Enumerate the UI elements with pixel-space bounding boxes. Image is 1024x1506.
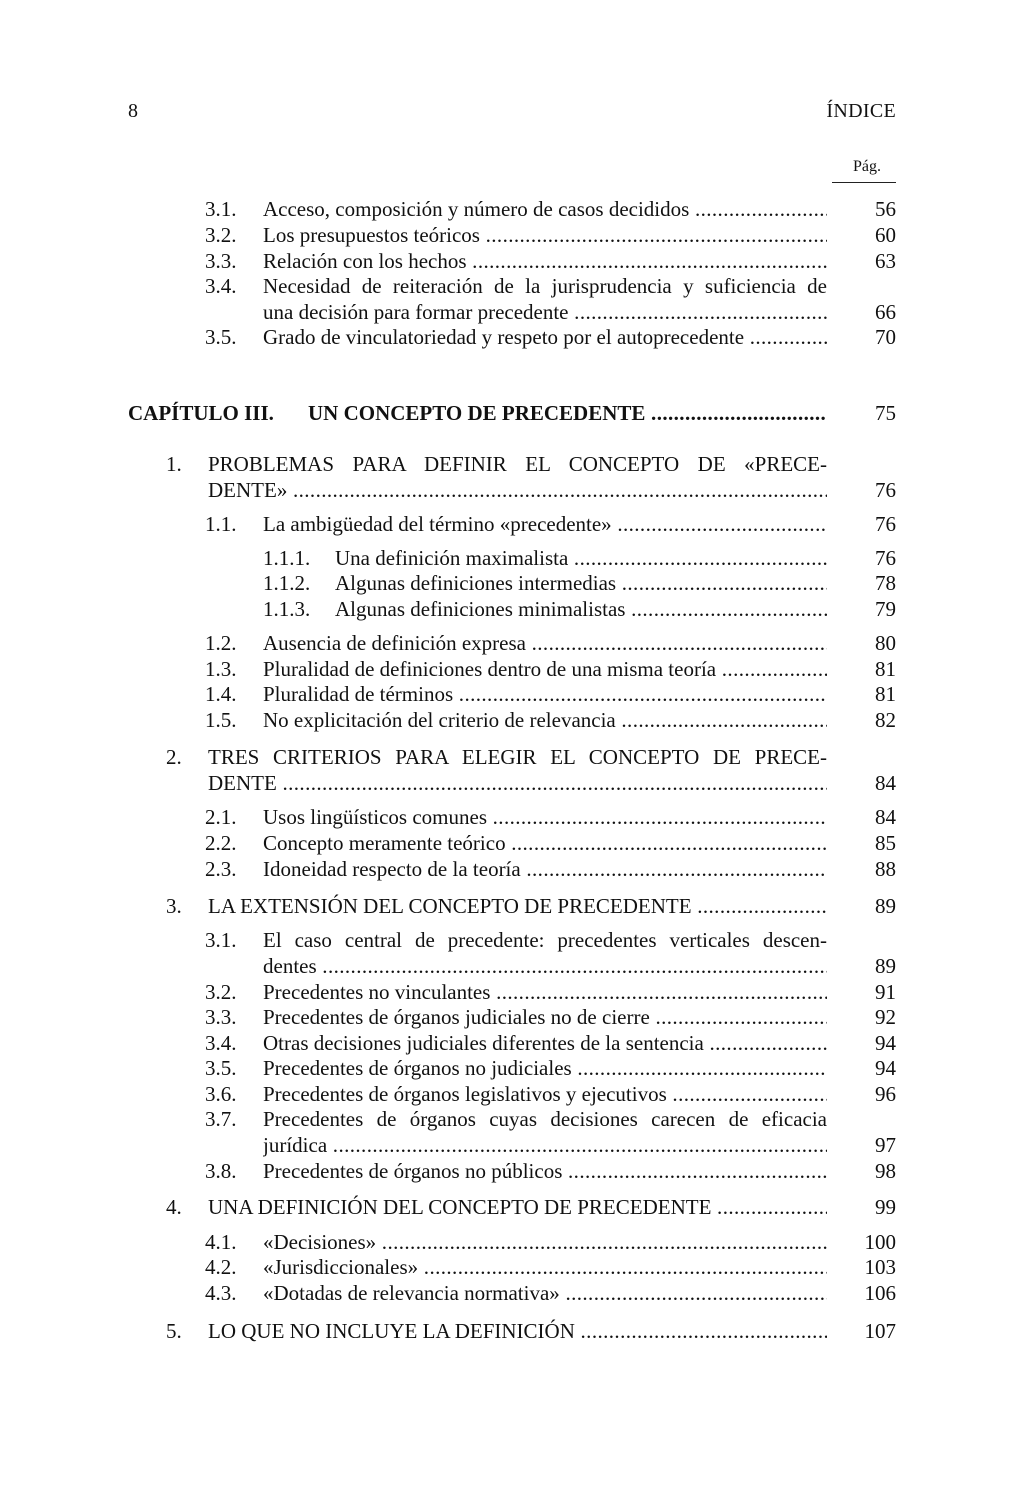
toc-entry-number: 2. [166, 745, 182, 769]
toc-entry[interactable] [0, 630, 1024, 656]
toc-entry[interactable] [0, 1004, 1024, 1030]
toc-entry[interactable] [0, 856, 1024, 882]
toc-entry[interactable] [0, 1106, 1024, 1158]
toc-entry-number: 3. [166, 894, 182, 918]
toc-entry-title: Idoneidad respecto de la teoría ..... [263, 856, 827, 882]
toc-entry-title: Precedentes de órganos legislativos y ejecutivos ..... [263, 1081, 827, 1107]
toc-entry-page: 94 [875, 1031, 896, 1055]
toc-entry-number: 4. [166, 1195, 182, 1219]
toc-entry[interactable] [0, 511, 1024, 537]
page-number: 8 [128, 100, 138, 122]
toc-entry-page: 97 [875, 1133, 896, 1157]
toc-entry-title-line1: Precedentes de órganos cuyas decisiones carecen de eficacia [263, 1107, 827, 1131]
toc-entry-number: 3.3. [205, 249, 237, 273]
toc-entry-number: 3.2. [205, 980, 237, 1004]
toc-entry[interactable] [0, 744, 1024, 796]
toc-entry-title: Otras decisiones judiciales diferentes de la sentencia ..... [263, 1030, 827, 1056]
toc-entry[interactable] [0, 1254, 1024, 1280]
toc-entry-page: 89 [875, 894, 896, 918]
toc-entry-title: Precedentes de órganos no públicos ..... [263, 1158, 827, 1184]
toc-entry-number: 1.4. [205, 682, 237, 706]
toc-entry-number: 3.5. [205, 325, 237, 349]
toc-entry-title: Precedentes no vinculantes ..... [263, 979, 827, 1005]
toc-entry-title-line2: jurídica ..... [263, 1132, 827, 1158]
toc-entry[interactable] [0, 1194, 1024, 1220]
toc-entry[interactable] [0, 1055, 1024, 1081]
toc-entry-title: Grado de vinculatoriedad y respeto por el autoprecedente ..... [263, 324, 827, 350]
toc-chapter-entry[interactable] [0, 400, 1024, 426]
toc-entry[interactable] [0, 1081, 1024, 1107]
toc-entry-page: 84 [875, 771, 896, 795]
toc-entry-page: 91 [875, 980, 896, 1004]
toc-entry-number: 3.7. [205, 1107, 237, 1131]
toc-entry-title: Precedentes de órganos no judiciales ..... [263, 1055, 827, 1081]
toc-entry[interactable] [0, 570, 1024, 596]
toc-entry[interactable] [0, 324, 1024, 350]
toc-entry-title: No explicitación del criterio de relevancia ..... [263, 707, 827, 733]
toc-entry-title-line2: DENTE ..... [208, 770, 827, 796]
toc-entry-page: 99 [875, 1195, 896, 1219]
toc-entry-title: Relación con los hechos ..... [263, 248, 827, 274]
toc-entry-page: 56 [875, 197, 896, 221]
toc-entry-page: 81 [875, 682, 896, 706]
toc-entry[interactable] [0, 804, 1024, 830]
toc-entry[interactable] [0, 451, 1024, 503]
running-title: ÍNDICE [826, 100, 896, 122]
toc-entry-page: 100 [864, 1230, 896, 1254]
toc-entry-title: «Jurisdiccionales» ..... [263, 1254, 827, 1280]
toc-entry-number: 2.2. [205, 831, 237, 855]
toc-entry-number: 4.1. [205, 1230, 237, 1254]
page-column-label: Pág. [853, 158, 881, 175]
toc-entry[interactable] [0, 1158, 1024, 1184]
toc-entry-title-line1: TRES CRITERIOS PARA ELEGIR EL CONCEPTO DE PRECE- [208, 745, 827, 769]
toc-entry-page: 78 [875, 571, 896, 595]
toc-entry[interactable] [0, 1030, 1024, 1056]
toc-entry-title-line1: El caso central de precedente: precedentes verticales descen- [263, 928, 827, 952]
toc-entry-page: 89 [875, 954, 896, 978]
toc-entry-title: LO QUE NO INCLUYE LA DEFINICIÓN ..... [208, 1318, 827, 1344]
toc-entry[interactable] [0, 656, 1024, 682]
toc-entry-title: «Dotadas de relevancia normativa» ..... [263, 1280, 827, 1306]
toc-entry-page: 94 [875, 1056, 896, 1080]
toc-entry-page: 80 [875, 631, 896, 655]
toc-entry-title: Una definición maximalista ..... [335, 545, 827, 571]
toc-entry-number: 1.5. [205, 708, 237, 732]
toc-entry-page: 76 [875, 546, 896, 570]
toc-entry-page: 107 [864, 1319, 896, 1343]
toc-entry-number: 2.1. [205, 805, 237, 829]
toc-entry-title: Ausencia de definición expresa ..... [263, 630, 827, 656]
toc-entry-number: 3.2. [205, 223, 237, 247]
toc-entry[interactable] [0, 707, 1024, 733]
toc-entry-page: 76 [875, 478, 896, 502]
toc-entry-number: 1.1.1. [263, 546, 311, 570]
toc-entry-number: 1.1.3. [263, 597, 311, 621]
toc-entry-title-line2: una decisión para formar precedente ..... [263, 299, 827, 325]
toc-entry[interactable] [0, 681, 1024, 707]
toc-entry[interactable] [0, 979, 1024, 1005]
toc-entry[interactable] [0, 927, 1024, 979]
toc-entry[interactable] [0, 1280, 1024, 1306]
toc-entry-title: Los presupuestos teóricos ..... [263, 222, 827, 248]
toc-entry-page: 75 [875, 401, 896, 425]
toc-entry-page: 85 [875, 831, 896, 855]
toc-entry[interactable] [0, 1229, 1024, 1255]
toc-entry[interactable] [0, 893, 1024, 919]
toc-entry-page: 92 [875, 1005, 896, 1029]
toc-entry-number: 2.3. [205, 857, 237, 881]
toc-entry-title: Acceso, composición y número de casos decididos ..... [263, 196, 827, 222]
toc-entry-page: 82 [875, 708, 896, 732]
toc-entry-title-line1: PROBLEMAS PARA DEFINIR EL CONCEPTO DE «PRECE- [208, 452, 827, 476]
toc-entry[interactable] [0, 248, 1024, 274]
toc-entry-page: 70 [875, 325, 896, 349]
toc-entry-number: 1. [166, 452, 182, 476]
toc-entry-number: 1.3. [205, 657, 237, 681]
toc-entry-page: 79 [875, 597, 896, 621]
toc-entry-page: 103 [864, 1255, 896, 1279]
toc-entry[interactable] [0, 596, 1024, 622]
toc-entry-number: 3.1. [205, 928, 237, 952]
toc-entry-number: 3.4. [205, 1031, 237, 1055]
toc-entry[interactable] [0, 830, 1024, 856]
toc-chapter-title: UN CONCEPTO DE PRECEDENTE ..... [308, 400, 827, 426]
toc-entry-page: 63 [875, 249, 896, 273]
toc-entry-page: 88 [875, 857, 896, 881]
toc-entry[interactable] [0, 273, 1024, 325]
toc-entry-title: «Decisiones» ..... [263, 1229, 827, 1255]
toc-entry-title: Algunas definiciones intermedias ..... [335, 570, 827, 596]
toc-entry-page: 96 [875, 1082, 896, 1106]
toc-chapter-number: CAPÍTULO III. [128, 401, 274, 425]
toc-entry-title: UNA DEFINICIÓN DEL CONCEPTO DE PRECEDENTE ..... [208, 1194, 827, 1220]
toc-entry-title-line2: dentes ..... [263, 953, 827, 979]
toc-entry-page: 106 [864, 1281, 896, 1305]
toc-entry[interactable] [0, 545, 1024, 571]
toc-entry-title: Pluralidad de términos ..... [263, 681, 827, 707]
toc-entry-number: 4.3. [205, 1281, 237, 1305]
toc-entry[interactable] [0, 1318, 1024, 1344]
toc-entry-page: 81 [875, 657, 896, 681]
toc-entry-number: 1.2. [205, 631, 237, 655]
toc-entry-title-line1: Necesidad de reiteración de la jurisprudencia y suficiencia de [263, 274, 827, 298]
toc-entry-number: 3.5. [205, 1056, 237, 1080]
toc-entry-title: Algunas definiciones minimalistas ..... [335, 596, 827, 622]
toc-entry-number: 1.1. [205, 512, 237, 536]
toc-entry-number: 3.4. [205, 274, 237, 298]
toc-entry-page: 98 [875, 1159, 896, 1183]
toc-entry-number: 3.1. [205, 197, 237, 221]
toc-entry-number: 3.6. [205, 1082, 237, 1106]
toc-entry-title: Concepto meramente teórico ..... [263, 830, 827, 856]
toc-entry-number: 3.8. [205, 1159, 237, 1183]
toc-entry-title-line2: DENTE» ..... [208, 477, 827, 503]
toc-entry-title: LA EXTENSIÓN DEL CONCEPTO DE PRECEDENTE ..... [208, 893, 827, 919]
toc-entry-number: 4.2. [205, 1255, 237, 1279]
toc-entry-page: 84 [875, 805, 896, 829]
toc-entry-page: 60 [875, 223, 896, 247]
toc-entry-number: 1.1.2. [263, 571, 311, 595]
toc-entry-title: Usos lingüísticos comunes ..... [263, 804, 827, 830]
toc-entry[interactable] [0, 222, 1024, 248]
toc-entry-number: 3.3. [205, 1005, 237, 1029]
toc-entry-title: Pluralidad de definiciones dentro de una misma teoría ..... [263, 656, 827, 682]
toc-entry-page: 66 [875, 300, 896, 324]
toc-entry-title: Precedentes de órganos judiciales no de cierre ..... [263, 1004, 827, 1030]
toc-entry-title: La ambigüedad del término «precedente» ..... [263, 511, 827, 537]
toc-entry-page: 76 [875, 512, 896, 536]
toc-entry-number: 5. [166, 1319, 182, 1343]
toc-entry[interactable] [0, 196, 1024, 222]
